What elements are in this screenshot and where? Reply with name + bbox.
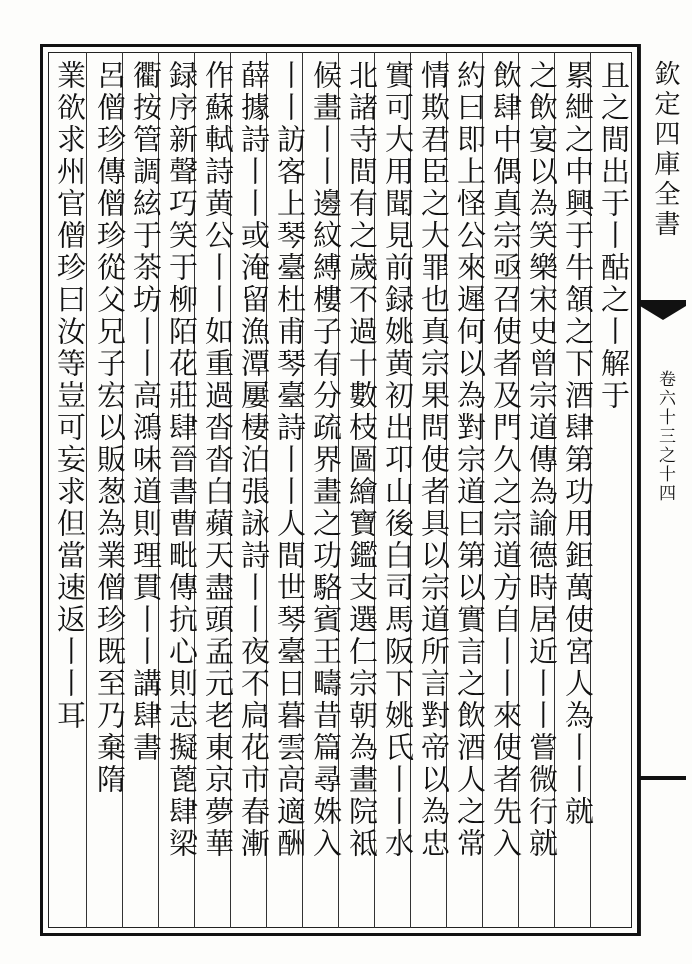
text-column-7: 實可大用聞見前録姚黄初出卭山後白司馬阪下姚氏丨丨水 [381, 60, 415, 860]
text-column-8: 北諸寺間有之歲不過十數枝圖繪寶鑑支選仁宗朝為畫院祗 [345, 60, 379, 860]
text-column-6: 情欺君臣之大罪也真宗果問使者具以宗道所言對帝以為忠 [417, 60, 451, 860]
book-title: 欽定四庫全書 [650, 60, 680, 240]
text-column-2: 累紲之中興于牛頷之下酒肆第功用鉅萬使宮人為丨丨就 [561, 60, 595, 828]
text-column-9: 候畫丨丨邊紋縛樓子有分疏界畫之功駱賓王疇昔篇尋姝入 [309, 60, 343, 860]
text-column-16: 業欲求州官僧珍曰汝等豈可妄求但當速返丨丨耳 [53, 60, 87, 732]
text-column-1: 且之間出于丨酤之丨解于 [597, 60, 631, 412]
text-column-11: 薛據詩丨丨或淹留漁潭屢棲泊張詠詩丨丨夜不扃花市春漸 [237, 60, 271, 860]
volume-number: 卷六十三之十四 [655, 370, 675, 503]
margin-divider [640, 776, 686, 780]
text-column-3: 之飲宴以為笑樂宋史曾宗道傳為諭德時居近丨丨嘗微行就 [525, 60, 559, 860]
text-column-14: 衢按管調絃于茶坊丨丨高鴻味道則理貫丨丨講肆書 [129, 60, 163, 764]
text-column-5: 約曰即上怪公來遲何以為對宗道曰第以實言之飲酒人之常 [453, 60, 487, 860]
text-column-15: 呂僧珍傳僧珍從父兄子宏以販葱為業僧珍既至乃棄隋 [93, 60, 127, 796]
fish-tail-mark-icon [640, 300, 686, 320]
text-column-4: 飲肆中偶真宗亟召使者及門久之宗道方自丨丨來使者先入 [489, 60, 523, 860]
text-column-13: 録序新聲巧笑于柳陌花莊肆晉書曹毗傳抗心則志擬蓖肆梁 [165, 60, 199, 860]
text-column-10: 丨丨訪客上琴臺杜甫琴臺詩丨丨人間世琴臺日暮雲高適酬 [273, 60, 307, 860]
text-column-12: 作蘇軾詩黄公丨丨如重過沓沓白蘋天盡頭孟元老東京夢華 [201, 60, 235, 860]
